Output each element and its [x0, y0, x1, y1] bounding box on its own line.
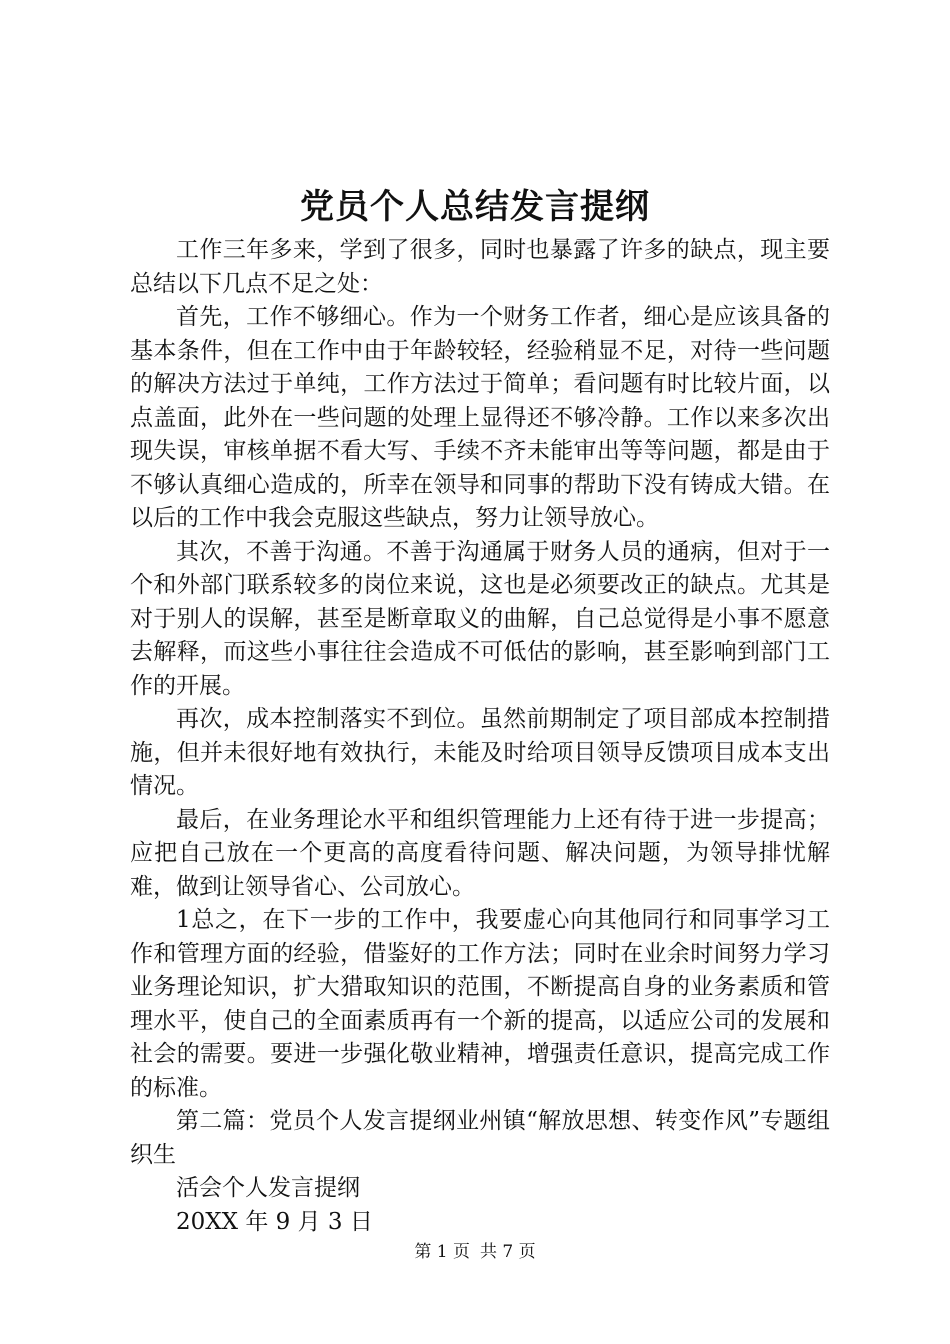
page-number: 第 1 页	[414, 1242, 470, 1262]
paragraph-second-chapter-heading: 第二篇：党员个人发言提纲业州镇“解放思想、转变作风”专题组织生	[130, 1108, 830, 1168]
paragraph-second-point: 其次，不善于沟通。不善于沟通属于财务人员的通病，但对于一个和外部门联系较多的岗位来说，这也是必须要改正的缺点。尤其是对于别人的误解，甚至是断章取义的曲解，自己总觉得是小事不愿意去解释，而这些小事往往会造成不可低估的影响，甚至影响到部门工作的开展。	[130, 538, 830, 699]
document-title: 党员个人总结发言提纲	[300, 187, 650, 227]
page-total: 共 7 页	[480, 1242, 536, 1262]
line-date: 20XX 年 9 月 3 日	[176, 1208, 373, 1235]
paragraph-fourth-point: 最后，在业务理论水平和组织管理能力上还有待于进一步提高；应把自己放在一个更高的高度看待问题、解决问题，为领导排忧解难，做到让领导省心、公司放心。	[130, 806, 830, 900]
document-body	[130, 234, 830, 1239]
paragraph-summary: 1总之，在下一步的工作中，我要虚心向其他同行和同事学习工作和管理方面的经验，借鉴好的工作方法；同时在业余时间努力学习业务理论知识，扩大猎取知识的范围，不断提高自身的业务素质和管理水平，使自己的全面素质再有一个新的提高，以适应公司的发展和社会的需要。要进一步强化敬业精神，增强责任意识，提高完成工作的标准。	[130, 907, 830, 1101]
page-footer	[0, 1240, 950, 1264]
line-meeting-title: 活会个人发言提纲	[176, 1175, 360, 1201]
paragraph-intro: 工作三年多来，学到了很多，同时也暴露了许多的缺点，现主要总结以下几点不足之处：	[130, 237, 830, 297]
paragraph-third-point: 再次，成本控制落实不到位。虽然前期制定了项目部成本控制措施，但并未很好地有效执行，未能及时给项目领导反馈项目成本支出情况。	[130, 706, 830, 799]
paragraph-first-point: 首先，工作不够细心。作为一个财务工作者，细心是应该具备的基本条件，但在工作中由于年龄较轻，经验稍显不足，对待一些问题的解决方法过于单纯，工作方法过于简单；看问题有时比较片面，以点盖面，此外在一些问题的处理上显得还不够冷静。工作以来多次出现失误，审核单据不看大写、手续不齐未能审出等等问题，都是由于不够认真细心造成的，所幸在领导和同事的帮助下没有铸成大错。在以后的工作中我会克服这些缺点，努力让领导放心。	[130, 304, 830, 531]
